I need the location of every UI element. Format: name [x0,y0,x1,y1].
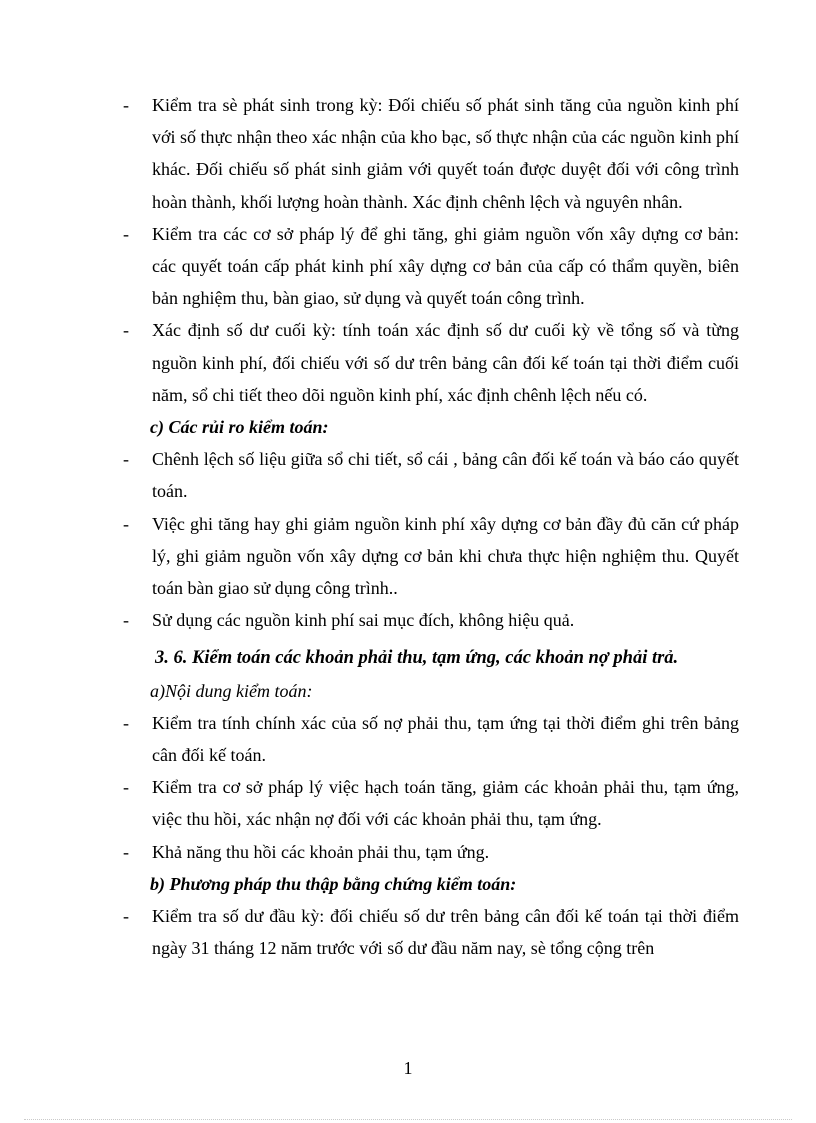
list-item [123,707,739,771]
subheading-audit-content [123,675,739,707]
list-item-text: Khả năng thu hồi các khoản phải thu, tạm ứng. [152,841,490,862]
list-item-text: Kiểm tra số dư đầu kỳ: đối chiếu số dư trên bảng cân đối kế toán tại thời điểm ngày 31 tháng 12 năm trước với số dư đầu năm nay, sè tổng cộng trên [152,906,739,959]
list-item [123,771,739,835]
list-item [123,900,739,964]
list-item [123,508,739,605]
bullet-dash: - [123,777,129,798]
bullet-dash: - [123,449,129,470]
bullet-dash: - [123,712,129,733]
bullet-dash: - [123,223,129,244]
list-item-text: Xác định số dư cuối kỳ: tính toán xác định số dư cuối kỳ về tổng số và từng nguồn kinh phí, đối chiếu với số dư trên bảng cân đối kế toán tại thời điểm cuối năm, sổ chi tiết theo dõi nguồn kinh phí, xác định chênh lệch nếu có. [152,320,739,405]
list-item-text: Việc ghi tăng hay ghi giảm nguồn kinh phí xây dựng cơ bản đầy đủ căn cứ pháp lý, ghi giảm nguồn vốn xây dựng cơ bản khi chưa thực hiện nghiệm thu. Quyết toán bàn giao sử dụng công trình.. [152,513,739,599]
bullet-dash: - [123,513,129,534]
bullet-dash: - [123,95,129,115]
subheading-evidence-methods: b) Phương pháp thu thập bằng chứng kiểm toán: [150,873,517,894]
bullet-dash: - [123,841,129,862]
list-item-text: Kiểm tra sè phát sinh trong kỳ: Đối chiếu số phát sinh tăng của nguồn kinh phí với số thực nhận theo xác nhận của kho bạc, số thực nhận của các nguồn kinh phí khác. Đối chiếu số phát sinh giảm với quyết toán được duyệt đối với công trình hoàn thành, khối lượng hoàn thành. Xác định chênh lệch và nguyên nhân. [152,95,739,212]
bullet-dash: - [123,906,129,927]
list-item [123,836,739,868]
page-number: 1 [403,1058,413,1078]
page-bottom-divider [24,1119,792,1120]
list-item [123,604,739,636]
section-heading: 3. 6. Kiểm toán các khoản phải thu, tạm ứng, các khoản nợ phải trả. [155,648,679,669]
list-item-text: Sử dụng các nguồn kinh phí sai mục đích, không hiệu quả. [152,610,575,631]
list-item-text: Kiểm tra cơ sở pháp lý việc hạch toán tăng, giảm các khoản phải thu, tạm ứng, việc thu hồi, xác nhận nợ đối với các khoản phải thu, tạm ứng. [152,777,739,830]
subheading-label: a)Nội dung kiểm toán: [150,680,313,701]
list-item-text: Chênh lệch số liệu giữa sổ chi tiết, sổ cái , bảng cân đối kế toán và báo cáo quyết toán. [152,449,739,502]
subheading-audit-risks: c) Các rủi ro kiểm toán: [150,417,329,438]
list-item [123,314,739,411]
bullet-dash: - [123,320,129,341]
list-item [123,89,739,218]
list-item-text: Kiểm tra các cơ sở pháp lý để ghi tăng, ghi giảm nguồn vốn xây dựng cơ bản: các quyết toán cấp phát kinh phí xây dựng cơ bản của cấp có thẩm quyền, biên bản nghiệm thu, bàn giao, sử dụng và quyết toán công trình. [152,223,739,309]
list-item-text: Kiểm tra tính chính xác của số nợ phải thu, tạm ứng tại thời điểm ghi trên bảng cân đối kế toán. [152,712,739,766]
list-item [123,443,739,507]
bullet-dash: - [123,610,129,631]
list-item [123,218,739,315]
document-body [123,89,739,964]
